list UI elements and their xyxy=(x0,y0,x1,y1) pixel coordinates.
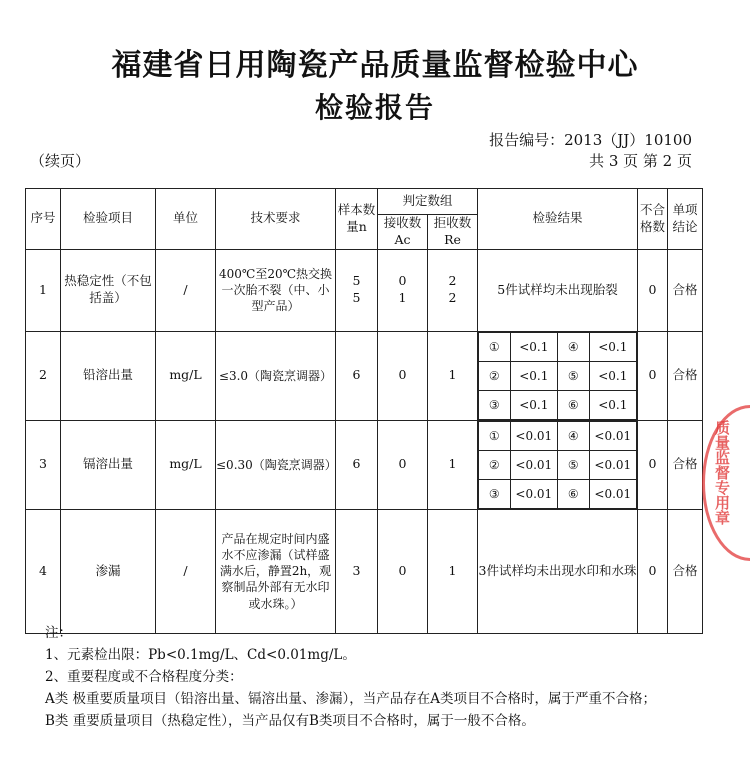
table-row xyxy=(26,331,703,420)
row-sample-size: 6 xyxy=(336,420,378,509)
sample-index: ⑤ xyxy=(558,450,590,479)
report-number: 报告编号：2013（JJ）10100 xyxy=(489,131,692,149)
sample-value: <0.1 xyxy=(589,361,636,390)
sample-index: ⑥ xyxy=(558,479,590,508)
header-requirement: 技术要求 xyxy=(216,189,336,250)
row-unit: / xyxy=(156,509,216,633)
sample-value: <0.01 xyxy=(510,421,557,450)
sample-index: ⑥ xyxy=(558,390,590,419)
sub-row xyxy=(479,361,637,390)
row-sample-size: 3 xyxy=(336,509,378,633)
sample-value: <0.1 xyxy=(510,361,557,390)
note-classification: 2、重要程度或不合格程度分类： xyxy=(45,669,243,685)
accept-1: 0 xyxy=(398,273,407,289)
row-item: 热稳定性（不包括盖） xyxy=(61,249,156,331)
row-nonconforming: 0 xyxy=(638,331,668,420)
row-accept xyxy=(378,249,428,331)
sample-index: ② xyxy=(479,361,511,390)
row-nonconforming: 0 xyxy=(638,509,668,633)
row-item: 铅溶出量 xyxy=(61,331,156,420)
sample-value: <0.1 xyxy=(589,390,636,419)
row-conclusion: 合格 xyxy=(668,249,703,331)
sample-value: <0.1 xyxy=(510,332,557,361)
sample-size-2: 5 xyxy=(352,290,361,306)
sample-value: <0.01 xyxy=(589,450,636,479)
row-conclusion: 合格 xyxy=(668,331,703,420)
reject-2: 2 xyxy=(448,290,457,306)
row-no: 4 xyxy=(26,509,61,633)
row-requirement: 400℃至20℃热交换一次胎不裂（中、小型产品） xyxy=(216,249,336,331)
header-judgment: 判定数组 xyxy=(378,189,478,215)
report-title: 福建省日用陶瓷产品质量监督检验中心 xyxy=(111,48,639,83)
sample-value: <0.01 xyxy=(510,450,557,479)
row-no: 3 xyxy=(26,420,61,509)
sample-index: ① xyxy=(479,421,511,450)
table-row xyxy=(26,420,703,509)
header-conclusion: 单项结论 xyxy=(668,189,703,250)
sample-size-1: 5 xyxy=(352,273,361,289)
sample-index: ④ xyxy=(558,421,590,450)
sample-index: ② xyxy=(479,450,511,479)
sample-index: ⑤ xyxy=(558,361,590,390)
note-class-b: B类 重要质量项目（热稳定性），当产品仅有B类项目不合格时，属于一般不合格。 xyxy=(45,713,535,729)
header-item: 检验项目 xyxy=(61,189,156,250)
header-unit: 单位 xyxy=(156,189,216,250)
note-class-a: A类 极重要质量项目（铅溶出量、镉溶出量、渗漏），当产品存在A类项目不合格时，属于严重不合格； xyxy=(45,691,657,707)
notes-section xyxy=(45,622,705,732)
header-no: 序号 xyxy=(26,189,61,250)
sample-index: ④ xyxy=(558,332,590,361)
row-conclusion: 合格 xyxy=(668,509,703,633)
row-reject: 1 xyxy=(428,420,478,509)
row-result-grid xyxy=(478,331,638,420)
notes-label: 注： xyxy=(45,625,72,641)
row-requirement: 产品在规定时间内盛水不应渗漏（试样盛满水后，静置2h，观察制品外部有无水印或水珠。） xyxy=(216,509,336,633)
row-result-grid xyxy=(478,420,638,509)
table-row xyxy=(26,509,703,633)
sample-value: <0.01 xyxy=(510,479,557,508)
row-no: 1 xyxy=(26,249,61,331)
accept-2: 1 xyxy=(398,290,407,306)
row-reject xyxy=(428,249,478,331)
header-accept: 接收数Ac xyxy=(378,215,428,250)
sample-index: ③ xyxy=(479,390,511,419)
row-accept: 0 xyxy=(378,509,428,633)
row-reject: 1 xyxy=(428,331,478,420)
row-no: 2 xyxy=(26,331,61,420)
row-reject: 1 xyxy=(428,509,478,633)
table-row xyxy=(26,249,703,331)
row-unit: mg/L xyxy=(156,331,216,420)
continued-label: （续页） xyxy=(30,152,91,170)
row-item: 镉溶出量 xyxy=(61,420,156,509)
note-detection-limit: 1、元素检出限：Pb<0.1mg/L、Cd<0.01mg/L。 xyxy=(45,647,356,663)
row-unit: / xyxy=(156,249,216,331)
cadmium-result-grid xyxy=(478,421,637,509)
seal-text: 质量监督专用章 xyxy=(713,420,731,525)
row-item: 渗漏 xyxy=(61,509,156,633)
sample-value: <0.1 xyxy=(510,390,557,419)
row-requirement: ≤0.30（陶瓷烹调器） xyxy=(216,420,336,509)
row-accept: 0 xyxy=(378,331,428,420)
row-accept: 0 xyxy=(378,420,428,509)
row-result: 5件试样均未出现胎裂 xyxy=(478,249,638,331)
header-reject: 拒收数Re xyxy=(428,215,478,250)
row-requirement: ≤3.0（陶瓷烹调器） xyxy=(216,331,336,420)
header-result: 检验结果 xyxy=(478,189,638,250)
header-sample-size: 样本数量n xyxy=(336,189,378,250)
row-sample-size: 6 xyxy=(336,331,378,420)
row-conclusion: 合格 xyxy=(668,420,703,509)
page-indicator: 共 3 页 第 2 页 xyxy=(589,152,692,170)
row-sample-size xyxy=(336,249,378,331)
lead-result-grid xyxy=(478,332,637,420)
sub-row xyxy=(479,332,637,361)
row-nonconforming: 0 xyxy=(638,249,668,331)
sub-row xyxy=(479,421,637,450)
header-nonconforming: 不合格数 xyxy=(638,189,668,250)
reject-1: 2 xyxy=(448,273,457,289)
row-unit: mg/L xyxy=(156,420,216,509)
sub-row xyxy=(479,390,637,419)
inspection-table xyxy=(25,188,703,634)
sample-index: ③ xyxy=(479,479,511,508)
sample-index: ① xyxy=(479,332,511,361)
report-subtitle: 检验报告 xyxy=(314,91,435,124)
sample-value: <0.01 xyxy=(589,479,636,508)
row-result: 3件试样均未出现水印和水珠 xyxy=(478,509,638,633)
sample-value: <0.01 xyxy=(589,421,636,450)
sample-value: <0.1 xyxy=(589,332,636,361)
sub-row xyxy=(479,479,637,508)
sub-row xyxy=(479,450,637,479)
row-nonconforming: 0 xyxy=(638,420,668,509)
